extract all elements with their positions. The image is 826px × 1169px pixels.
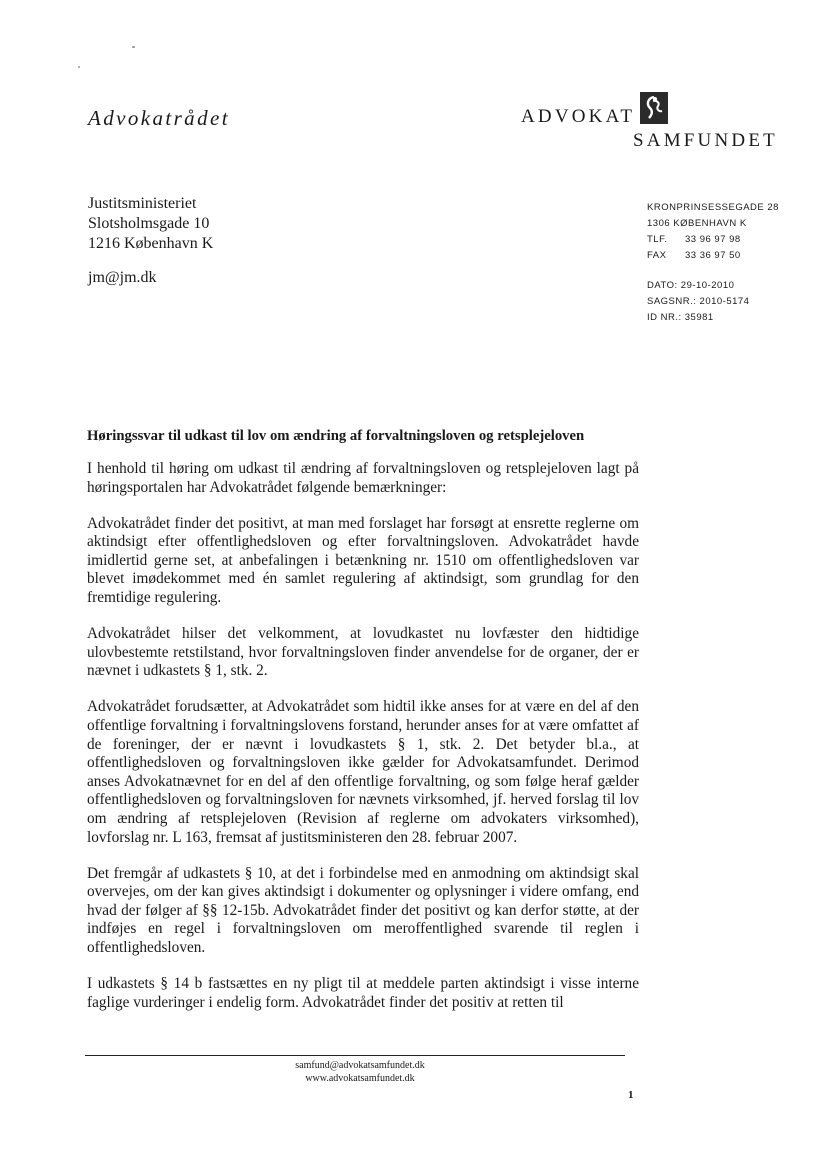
sender-street: KRONPRINSESSEGADE 28 <box>647 202 779 213</box>
letter-date: DATO: 29-10-2010 <box>647 280 735 291</box>
case-number: SAGSNR.: 2010-5174 <box>647 296 750 307</box>
brand-logo-top: ADVOKAT <box>521 106 636 127</box>
recipient-name: Justitsministeriet <box>88 195 197 212</box>
recipient-address <box>88 194 213 254</box>
scan-speck <box>132 46 135 48</box>
sender-fax-row <box>647 248 779 264</box>
body-paragraph: I henhold til høring om udkast til ændring af forvaltningsloven og retsplejeloven lagt på høringsportalen har Advokatrådet følgende bemærkninger: <box>87 460 639 496</box>
footer <box>180 1059 540 1085</box>
letter-meta <box>647 278 749 326</box>
sender-city: 1306 KØBENHAVN K <box>647 218 747 229</box>
sender-contact <box>647 200 779 264</box>
recipient-street: Slotsholmsgade 10 <box>88 215 210 232</box>
sender-phone-row <box>647 232 779 248</box>
body-paragraph: Advokatrådet forudsætter, at Advokatrådet som hidtil ikke anses for at være en del af den offentlige forvaltning i forvaltningslovens forstand, herunder anses for at være omfattet af de foreninger, der er nævnt i lovudkastets § 1, stk. 2. Det betyder bl.a., at offentlighedsloven og forvaltningsloven ikke gælder for Advokatsamfundet. Derimod anses Advokatnævnet for en del af den offentlige forvaltning, og som følge heraf gælder offentlighedsloven og forvaltningsloven for nævnets virksomhed, jf. herved forslag til lov om ændring af retsplejeloven (Revision af reglerne om advokaters virksomhed), lovforslag nr. L 163, fremsat af justitsministeren den 28. februar 2007. <box>87 698 639 846</box>
body-paragraph: Advokatrådet finder det positivt, at man med forslaget har forsøgt at ensrette reglerne om aktindsigt efter offentlighedsloven og efter forvaltningsloven. Advokatrådet havde imidlertid gerne set, at anbefalingen i betænkning nr. 1510 om offentlighedsloven var blevet imødekommet med én samlet regulering af aktindsigt, som grundlag for den fremtidige regulering. <box>87 514 639 607</box>
footer-divider <box>85 1055 625 1056</box>
recipient-city: 1216 København K <box>88 235 214 252</box>
body-paragraph: Advokatrådet hilser det velkomment, at lovudkastet nu lovfæster den hidtidige ulovbestemte retstilstand, hvor forvaltningsloven finder anvendelse for de organer, der er nævnet i udkastets § 1, stk. 2. <box>87 625 639 680</box>
scan-speck <box>78 66 80 68</box>
brand-logo-bottom: SAMFUNDET <box>633 130 778 151</box>
body-paragraph: Det fremgår af udkastets § 10, at det i forbindelse med en anmodning om aktindsigt skal overvejes, om der kan gives aktindsigt i dokumenter og oplysninger i videre omfang, end hvad der følger af §§ 12-15b. Advokatrådet finder det positivt og kan derfor støtte, at der indføjes en regel i forvaltningsloven om meroffentlighed svarende til reglen i offentlighedsloven. <box>87 864 639 957</box>
phone-label: TLF. <box>647 234 668 245</box>
advokatsamfundet-logo-icon <box>640 92 668 124</box>
fax-number: 33 36 97 50 <box>685 250 741 261</box>
body-paragraph: I udkastets § 14 b fastsættes en ny pligt til at meddele parten aktindsigt i visse interne faglige vurderinger i endelig form. Advokatrådet finder det positiv at retten til <box>87 975 639 1011</box>
footer-email[interactable]: samfund@advokatsamfundet.dk <box>295 1060 425 1071</box>
sender-name: Advokatrådet <box>88 106 230 130</box>
letter-body <box>87 460 639 1030</box>
id-number: ID NR.: 35981 <box>647 312 714 323</box>
fax-label: FAX <box>647 250 667 261</box>
page-number: 1 <box>628 1089 634 1101</box>
phone-number: 33 96 97 98 <box>685 234 741 245</box>
recipient-email: jm@jm.dk <box>88 269 157 286</box>
letter-subject: Høringssvar til udkast til lov om ændring af forvaltningsloven og retsplejeloven <box>87 428 585 444</box>
footer-website[interactable]: www.advokatsamfundet.dk <box>305 1073 415 1084</box>
